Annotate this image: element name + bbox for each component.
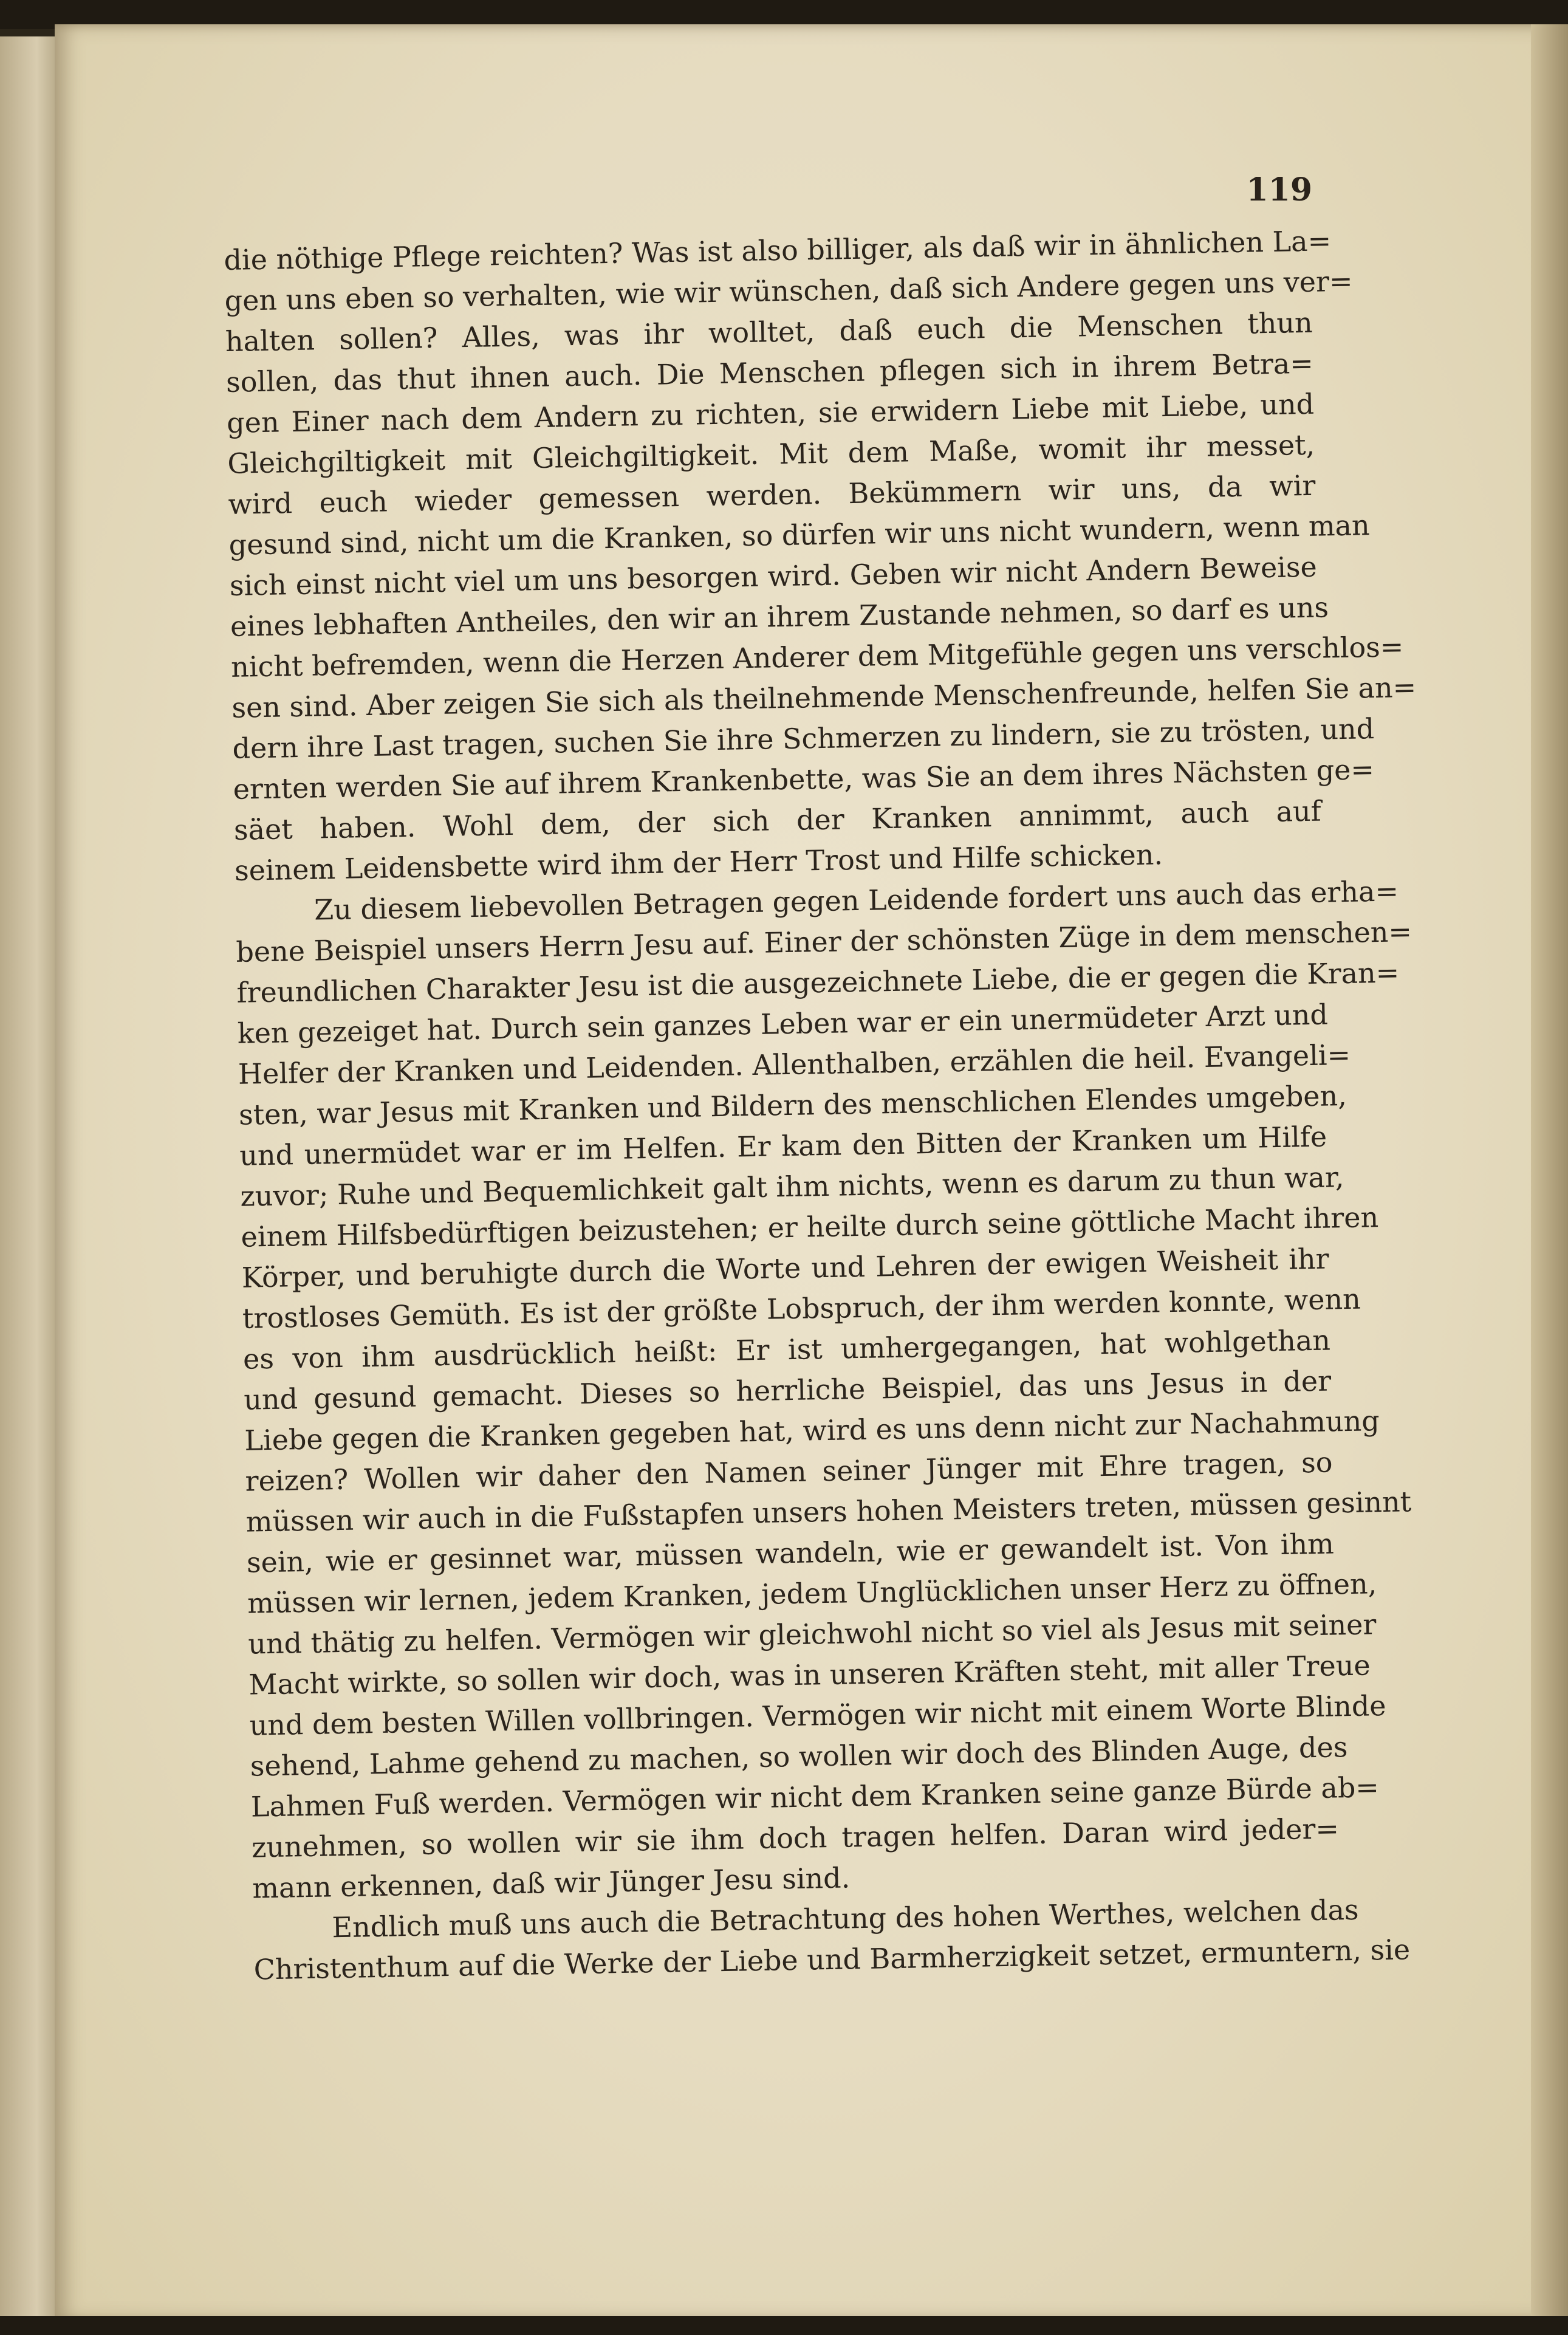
text-line: bene Beispiel unsers Herrn Jesu auf. Einer der schönsten Züge in dem menschen= [235, 915, 1412, 969]
text-line: zuvor; Ruhe und Bequemlichkeit galt ihm nichts, wenn es darum zu thun war, [239, 1161, 1344, 1213]
scan-border-bottom [0, 2316, 1568, 2335]
text-line: Lahmen Fuß werden. Vermögen wir nicht dem Kranken seine ganze Bürde ab= [250, 1771, 1380, 1823]
text-line: sollen, das thut ihnen auch. Die Menschen pflegen sich in ihrem Betra= [225, 346, 1314, 399]
text-line: müssen wir lernen, jedem Kranken, jedem Unglücklichen unser Herz zu öffnen, [247, 1567, 1377, 1620]
body-text [224, 221, 1417, 1990]
text-line: mann erkennen, daß wir Jünger Jesu sind. [252, 1861, 851, 1905]
text-line: Endlich muß uns auch die Betrachtung des hohen Werthes, welchen das [332, 1893, 1359, 1944]
text-line: Helfer der Kranken und Leidenden. Allenthalben, erzählen die heil. Evangeli= [238, 1038, 1351, 1091]
text-line: Körper, und beruhigte durch die Worte und Lehren der ewigen Weisheit ihr [241, 1242, 1330, 1294]
text-line: freundlichen Charakter Jesu ist die ausgezeichnete Liebe, die er gegen die Kran= [236, 956, 1400, 1009]
page-stack-edge [1531, 24, 1568, 2321]
text-line: gesund sind, nicht um die Kranken, so dürfen wir uns nicht wundern, wenn man [228, 509, 1371, 561]
text-line: die nöthige Pflege reichten? Was ist also billiger, als daß wir in ähnlichen La= [224, 224, 1332, 276]
text-line: dern ihre Last tragen, suchen Sie ihre Schmerzen zu lindern, sie zu trösten, und [232, 712, 1375, 765]
text-line: und gesund gemacht. Dieses so herrliche Beispiel, das uns Jesus in der [243, 1364, 1332, 1416]
text-line: und unermüdet war er im Helfen. Er kam den Bitten der Kranken um Hilfe [239, 1120, 1327, 1172]
text-line: sen sind. Aber zeigen Sie sich als theilnehmende Menschenfreunde, helfen Sie an= [231, 670, 1417, 724]
text-line: eines lebhaften Antheiles, den wir an ihrem Zustande nehmen, so darf es uns [230, 591, 1329, 643]
text-line: einem Hilfsbedürftigen beizustehen; er heilte durch seine göttliche Macht ihren [241, 1201, 1379, 1253]
text-line: und thätig zu helfen. Vermögen wir gleichwohl nicht so viel als Jesus mit seiner [247, 1608, 1377, 1661]
text-line: sich einst nicht viel um uns besorgen wird. Geben wir nicht Andern Beweise [229, 550, 1318, 602]
text-line: gen Einer nach dem Andern zu richten, sie erwidern Liebe mit Liebe, und [226, 387, 1315, 439]
text-line: Zu diesem liebevollen Betragen gegen Leidende fordert uns auch das erha= [313, 874, 1399, 927]
text-line: säet haben. Wohl dem, der sich der Kranken annimmt, auch auf [233, 794, 1322, 846]
text-line: halten sollen? Alles, was ihr wolltet, daß euch die Menschen thun [225, 306, 1313, 358]
text-line: seinem Leidensbette wird ihm der Herr Trost und Hilfe schicken. [234, 838, 1163, 887]
text-line: es von ihm ausdrücklich heißt: Er ist umhergegangen, hat wohlgethan [242, 1323, 1331, 1376]
text-line: trostloses Gemüth. Es ist der größte Lobspruch, der ihm werden konnte, wenn [242, 1282, 1361, 1335]
text-line: müssen wir auch in die Fußstapfen unsers hohen Meisters treten, müssen gesinnt [245, 1485, 1412, 1538]
text-line: sten, war Jesus mit Kranken und Bildern des menschlichen Elendes umgeben, [238, 1078, 1347, 1131]
text-line: ernten werden Sie auf ihrem Krankenbette, was Sie an dem ihres Nächsten ge= [233, 753, 1375, 806]
text-line: sehend, Lahme gehend zu machen, so wollen wir doch des Blinden Auge, des [250, 1730, 1348, 1783]
page-number: 119 [1246, 171, 1312, 208]
text-line: Christenthum auf die Werke der Liebe und Barmherzigkeit setzet, ermuntern, sie [253, 1933, 1411, 1986]
text-line: reizen? Wollen wir daher den Namen seiner Jünger mit Ehre tragen, so [245, 1445, 1333, 1498]
text-line: Macht wirkte, so sollen wir doch, was in unseren Kräften steht, mit aller Treue [248, 1648, 1371, 1701]
text-line: sein, wie er gesinnet war, müssen wandeln, wie er gewandelt ist. Von ihm [246, 1527, 1335, 1579]
text-line: gen uns eben so verhalten, wie wir wünschen, daß sich Andere gegen uns ver= [224, 264, 1353, 317]
text-line: Liebe gegen die Kranken gegeben hat, wird es uns denn nicht zur Nachahmung [244, 1404, 1380, 1457]
text-line: und dem besten Willen vollbringen. Vermögen wir nicht mit einem Worte Blinde [249, 1689, 1386, 1742]
text-line: nicht befremden, wenn die Herzen Anderer dem Mitgefühle gegen uns verschlos= [230, 630, 1404, 684]
text-line: zunehmen, so wollen wir sie ihm doch tragen helfen. Daran wird jeder= [251, 1812, 1340, 1864]
text-line: wird euch wieder gemessen werden. Bekümmern wir uns, da wir [228, 468, 1316, 521]
text-line: Gleichgiltigkeit mit Gleichgiltigkeit. Mit dem Maße, womit ihr messet, [227, 428, 1315, 480]
text-line: ken gezeiget hat. Durch sein ganzes Leben war er ein unermüdeter Arzt und [237, 998, 1329, 1050]
